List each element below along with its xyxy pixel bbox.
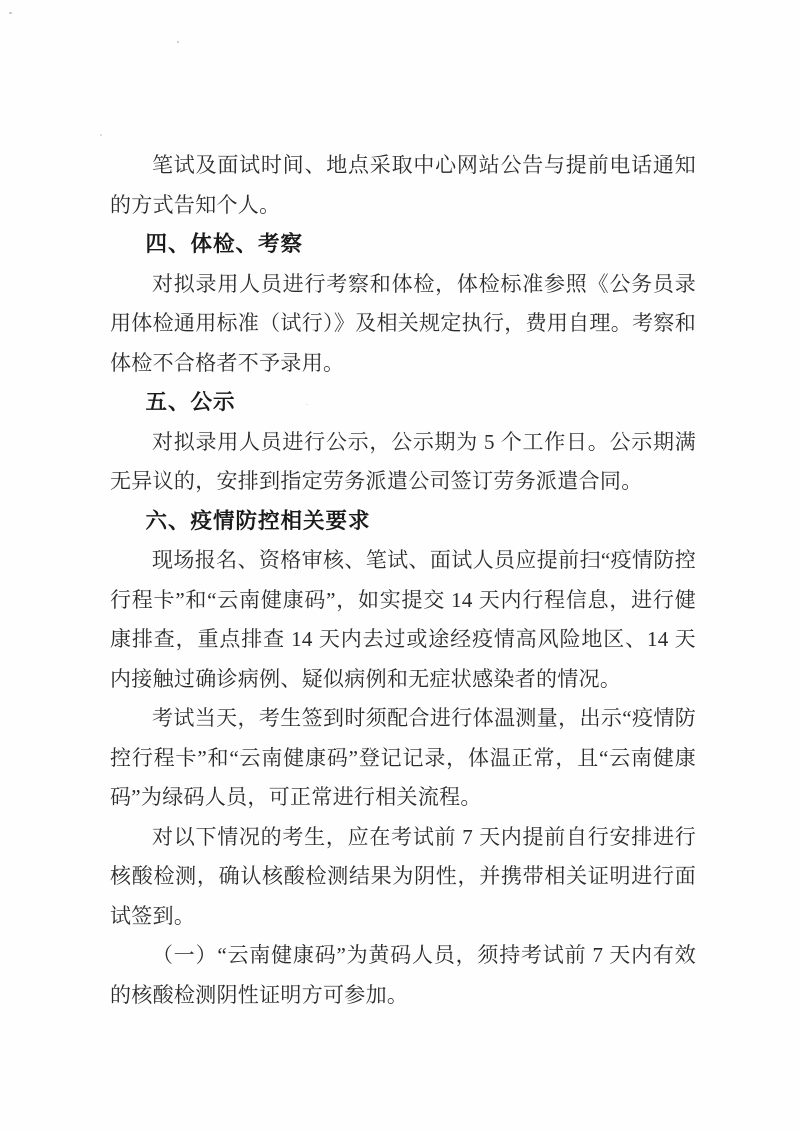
paragraph-nucleic-acid-test-requirement: 对以下情况的考生，应在考试前 7 天内提前自行安排进行核酸检测，确认核酸检测结果为阴性，并携带相关证明进行面试签到。 — [110, 824, 696, 928]
document-content — [110, 146, 696, 1015]
heading-section-4-physical-exam-inspection: 四、体检、考察 — [145, 232, 303, 257]
scan-speck — [9, 12, 12, 14]
paragraph-health-code-screening: 现场报名、资格审核、笔试、面试人员应提前扫“疫情防控行程卡”和“云南健康码”，如实提交 14 天内行程信息，进行健康排查，重点排查 14 天内去过或途经疫情高风险地区、14 天内接触过确诊病例、疑似病例和无症状感染者的情况。 — [110, 548, 696, 691]
heading-section-6-epidemic-prevention: 六、疫情防控相关要求 — [145, 508, 371, 534]
paragraph-exam-notification: 笔试及面试时间、地点采取中心网站公告与提前电话通知的方式告知个人。 — [110, 153, 696, 217]
scan-speck — [177, 41, 179, 43]
paragraph-physical-exam-standards: 对拟录用人员进行考察和体检，体检标准参照《公务员录用体检通用标准（试行）》及相关规定执行，费用自理。考察和体检不合格者不予录用。 — [110, 271, 696, 375]
paragraph-public-notice-period: 对拟录用人员进行公示，公示期为 5 个工作日。公示期满无异议的，安排到指定劳务派遣公司签订劳务派遣合同。 — [110, 429, 696, 493]
heading-section-5-public-notice: 五、公示 — [145, 390, 236, 415]
scan-speck — [100, 134, 102, 136]
paragraph-yellow-code-rule: （一）“云南健康码”为黄码人员，须持考试前 7 天内有效的核酸检测阴性证明方可参加。 — [110, 943, 696, 1007]
paragraph-exam-day-temperature-check: 考试当天，考生签到时须配合进行体温测量，出示“疫情防控行程卡”和“云南健康码”登记记录，体温正常，且“云南健康码”为绿码人员，可正常进行相关流程。 — [110, 706, 696, 809]
